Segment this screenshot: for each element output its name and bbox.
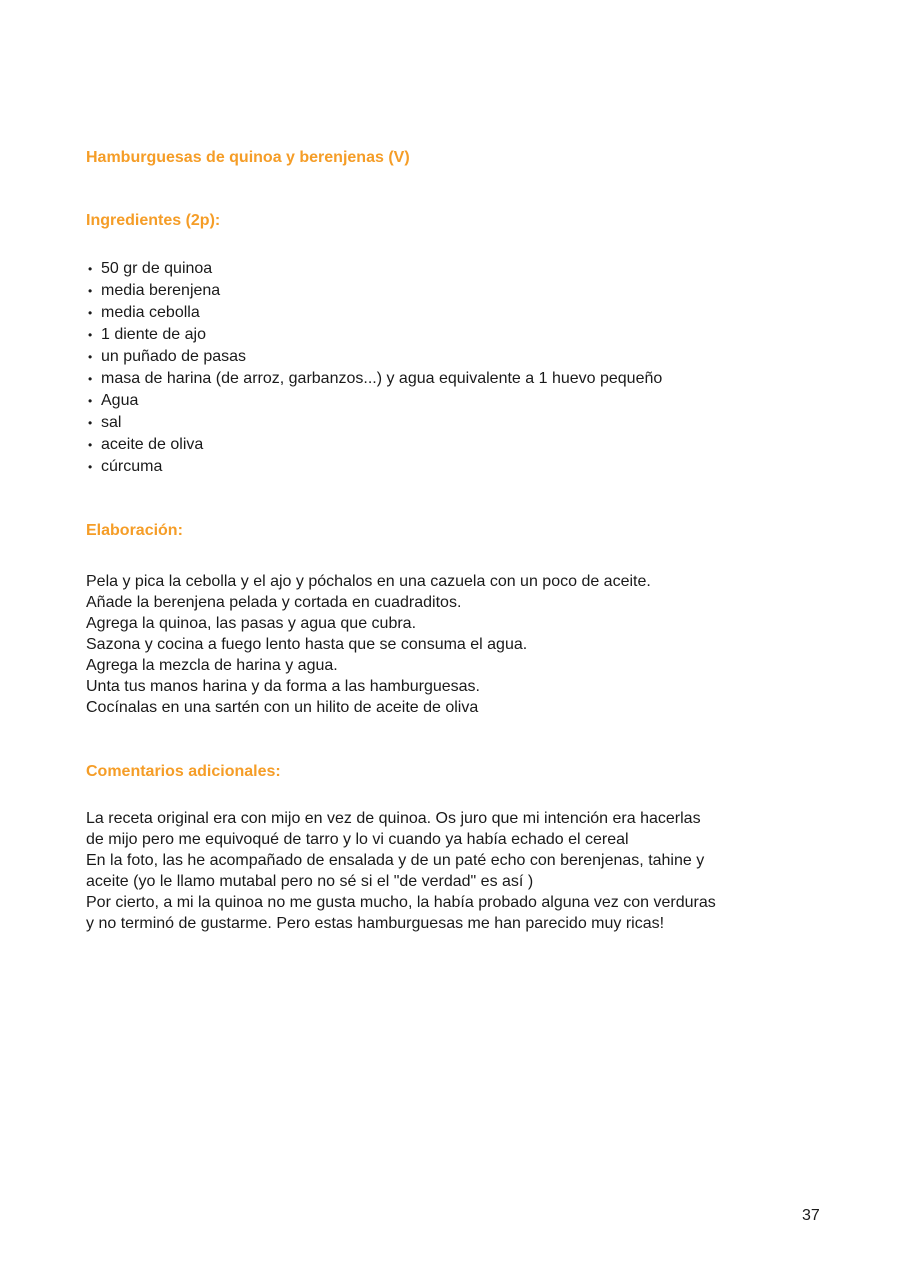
preparation-step: Agrega la quinoa, las pasas y agua que cubra. — [86, 615, 417, 632]
bullet-icon: • — [88, 328, 93, 342]
list-item — [86, 434, 820, 456]
bullet-icon: • — [88, 416, 93, 430]
bullet-icon: • — [88, 438, 93, 452]
ingredient-text: media cebolla — [101, 304, 200, 321]
bullet-icon: • — [88, 372, 93, 386]
bullet-icon: • — [88, 350, 93, 364]
list-item — [86, 258, 820, 280]
preparation-step: Unta tus manos harina y da forma a las hamburguesas. — [86, 678, 480, 695]
comments-paragraph — [86, 808, 820, 934]
list-item — [86, 302, 820, 324]
ingredient-text: 1 diente de ajo — [101, 326, 206, 343]
ingredient-list — [86, 258, 820, 478]
preparation-step: Sazona y cocina a fuego lento hasta que se consuma el agua. — [86, 636, 528, 653]
bullet-icon: • — [88, 306, 93, 320]
ingredient-text: masa de harina (de arroz, garbanzos...) y agua equivalente a 1 huevo pequeño — [101, 370, 663, 387]
list-item — [86, 324, 820, 346]
page-number: 37 — [802, 1207, 820, 1224]
ingredient-text: cúrcuma — [101, 458, 163, 475]
comment-line: En la foto, las he acompañado de ensalada y de un paté echo con berenjenas, tahine y — [86, 852, 705, 869]
list-item — [86, 368, 820, 390]
comment-line: de mijo pero me equivoqué de tarro y lo vi cuando ya había echado el cereal — [86, 831, 629, 848]
ingredient-text: aceite de oliva — [101, 436, 204, 453]
list-item — [86, 456, 820, 478]
preparation-step: Agrega la mezcla de harina y agua. — [86, 657, 338, 674]
comments-heading: Comentarios adicionales: — [86, 763, 281, 780]
comment-line: La receta original era con mijo en vez de quinoa. Os juro que mi intención era hacerlas — [86, 810, 701, 827]
comment-line: aceite (yo le llamo mutabal pero no sé si el "de verdad" es así ) — [86, 873, 534, 890]
preparation-step: Pela y pica la cebolla y el ajo y póchalos en una cazuela con un poco de aceite. — [86, 573, 651, 590]
bullet-icon: • — [88, 460, 93, 474]
preparation-step: Añade la berenjena pelada y cortada en cuadraditos. — [86, 594, 462, 611]
ingredient-text: sal — [101, 414, 122, 431]
bullet-icon: • — [88, 284, 93, 298]
list-item — [86, 346, 820, 368]
ingredients-heading: Ingredientes (2p): — [86, 212, 221, 229]
list-item — [86, 280, 820, 302]
recipe-title: Hamburguesas de quinoa y berenjenas (V) — [86, 149, 410, 166]
ingredient-text: un puñado de pasas — [101, 348, 247, 365]
ingredient-text: Agua — [101, 392, 139, 409]
preparation-steps — [86, 571, 820, 718]
ingredient-text: media berenjena — [101, 282, 221, 299]
comment-line: Por cierto, a mi la quinoa no me gusta mucho, la había probado alguna vez con verduras — [86, 894, 716, 911]
list-item — [86, 390, 820, 412]
comment-line: y no terminó de gustarme. Pero estas hamburguesas me han parecido muy ricas! — [86, 915, 665, 932]
preparation-heading: Elaboración: — [86, 522, 183, 539]
bullet-icon: • — [88, 394, 93, 408]
ingredient-text: 50 gr de quinoa — [101, 260, 213, 277]
bullet-icon: • — [88, 262, 93, 276]
list-item — [86, 412, 820, 434]
preparation-step: Cocínalas en una sartén con un hilito de aceite de oliva — [86, 699, 479, 716]
